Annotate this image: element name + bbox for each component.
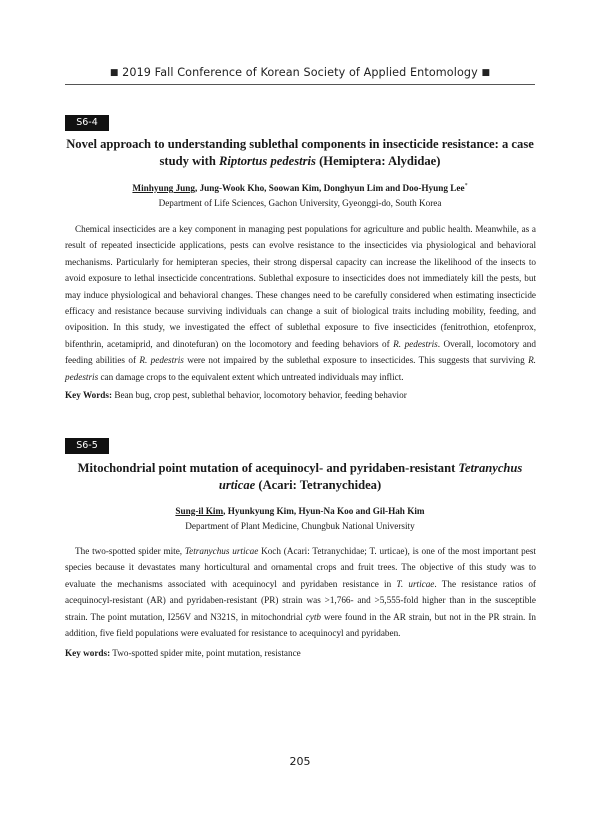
abstract-text: . The resistance ratios of acequinocyl-resistant (AR) and pyridaben-resistant (PR) strain was >1,766- and >5,555-fold higher than in the susceptible strain. The point mutation, I256V and N321S, in mitochondrial: [65, 578, 536, 622]
title-text: Mitochondrial point mutation of acequinocyl- and pyridaben-resistant: [77, 461, 459, 475]
keywords-s6-5: [65, 647, 536, 659]
abstract-text: . Overall, locomotory and feeding abilities of: [65, 338, 536, 366]
abstract-text: can damage crops to the equivalent extent which untreated individuals may inflict.: [98, 371, 404, 382]
abstract-text: Chemical insecticides are a key component in managing pest populations for agriculture and public health. Meanwhile, as a result of repeated insecticide applications, pests can evolve resistance to the insecticides via physiological and behavioral mechanisms. Particularly for hemipteran species, their strong dispersal capacity can increase the likelihood of the insects to avoid exposure to lethal insecticide concentrations. Sublethal exposure to insecticides does not immediately kill the pests, but may induce physiological and behavioral changes. These changes need to be carefully considered when estimating insecticide efficacy and resistance because surviving individuals can change a suit of biological traits including mobility, feeding, and oviposition. In this study, we investigated the effect of sublethal exposure to five insecticides (fenitrothion, etofenprox, bifenthrin, acetamiprid, and dinotefuran) on the locomotory and feeding behaviors of: [65, 224, 536, 349]
species-name: R. pedestris: [139, 355, 184, 366]
header-rule: [65, 84, 535, 85]
affiliation-s6-4: Department of Life Sciences, Gachon University, Gyeonggi-do, South Korea: [158, 198, 442, 208]
keywords-label: Key words:: [65, 648, 111, 658]
presenting-author: Minhyung Jung: [132, 183, 195, 194]
title-species: Tetranychus urticae: [218, 461, 523, 492]
species-name: R. pedestris: [65, 355, 536, 382]
keywords-list: Two-spotted spider mite, point mutation, resistance: [110, 648, 301, 658]
species-name: T. urticae: [396, 578, 435, 589]
conference-title: 2019 Fall Conference of Korean Society of Applied Entomology: [122, 66, 478, 79]
abstract-text: were found in the AR strain, but not in the PR strain. In addition, five field populations were evaluated for resistance to acequinocyl and pyridaben.: [65, 611, 536, 639]
abstract-body-s6-5: [65, 543, 536, 641]
session-tag-s6-5: S6-5: [65, 438, 109, 454]
presenting-author: Sung-il Kim: [175, 506, 224, 516]
keywords-label: Key Words:: [65, 390, 113, 400]
affiliation-s6-5: Department of Plant Medicine, Chungbuk National University: [185, 521, 415, 531]
species-name: Tetranychus urticae: [184, 546, 259, 556]
abstract-text: were not impaired by the sublethal exposure to insecticides. This suggests that surviving: [183, 355, 529, 366]
coauthors: , Jung-Wook Kho, Soowan Kim, Donghyun Lim and Doo-Hyung Lee: [194, 183, 465, 194]
header-square-left: ■: [109, 68, 119, 78]
coauthors: , Hyunkyung Kim, Hyun-Na Koo and Gil-Hah Kim: [223, 506, 425, 516]
running-header: [65, 66, 535, 79]
title-text: Novel approach to understanding sublethal components in insecticide resistance: a case study with: [66, 137, 534, 168]
keywords-list: Bean bug, crop pest, sublethal behavior, locomotory behavior, feeding behavior: [112, 390, 407, 400]
title-text-end: (Acari: Tetranychidea): [255, 478, 382, 492]
abstract-title-s6-4: [65, 136, 535, 170]
page-number: 205: [289, 755, 311, 768]
authors-s6-5: [65, 505, 535, 517]
header-square-right: ■: [481, 68, 491, 78]
abstract-text: Koch (Acari: Tetranychidae; T. urticae), is one of the most important pest species because it devastates many horticultural and ornamental crops and fruit trees. The objective of this study was to evaluate the mechanisms associated with acequinocyl and pyridaben resistance in: [65, 546, 536, 589]
abstract-body-s6-4: [65, 221, 536, 385]
keywords-s6-4: [65, 389, 536, 401]
authors-s6-4: [65, 180, 535, 194]
title-text-end: (Hemiptera: Alydidae): [315, 154, 441, 168]
title-species: Riptortus pedestris: [219, 154, 316, 168]
abstract-title-s6-5: [65, 460, 535, 494]
species-name: R. pedestris: [393, 338, 438, 349]
session-tag-s6-4: S6-4: [65, 115, 109, 131]
gene-name: cytb: [305, 611, 322, 622]
abstract-text: The two-spotted spider mite,: [75, 546, 185, 556]
corresponding-mark: *: [464, 183, 468, 189]
